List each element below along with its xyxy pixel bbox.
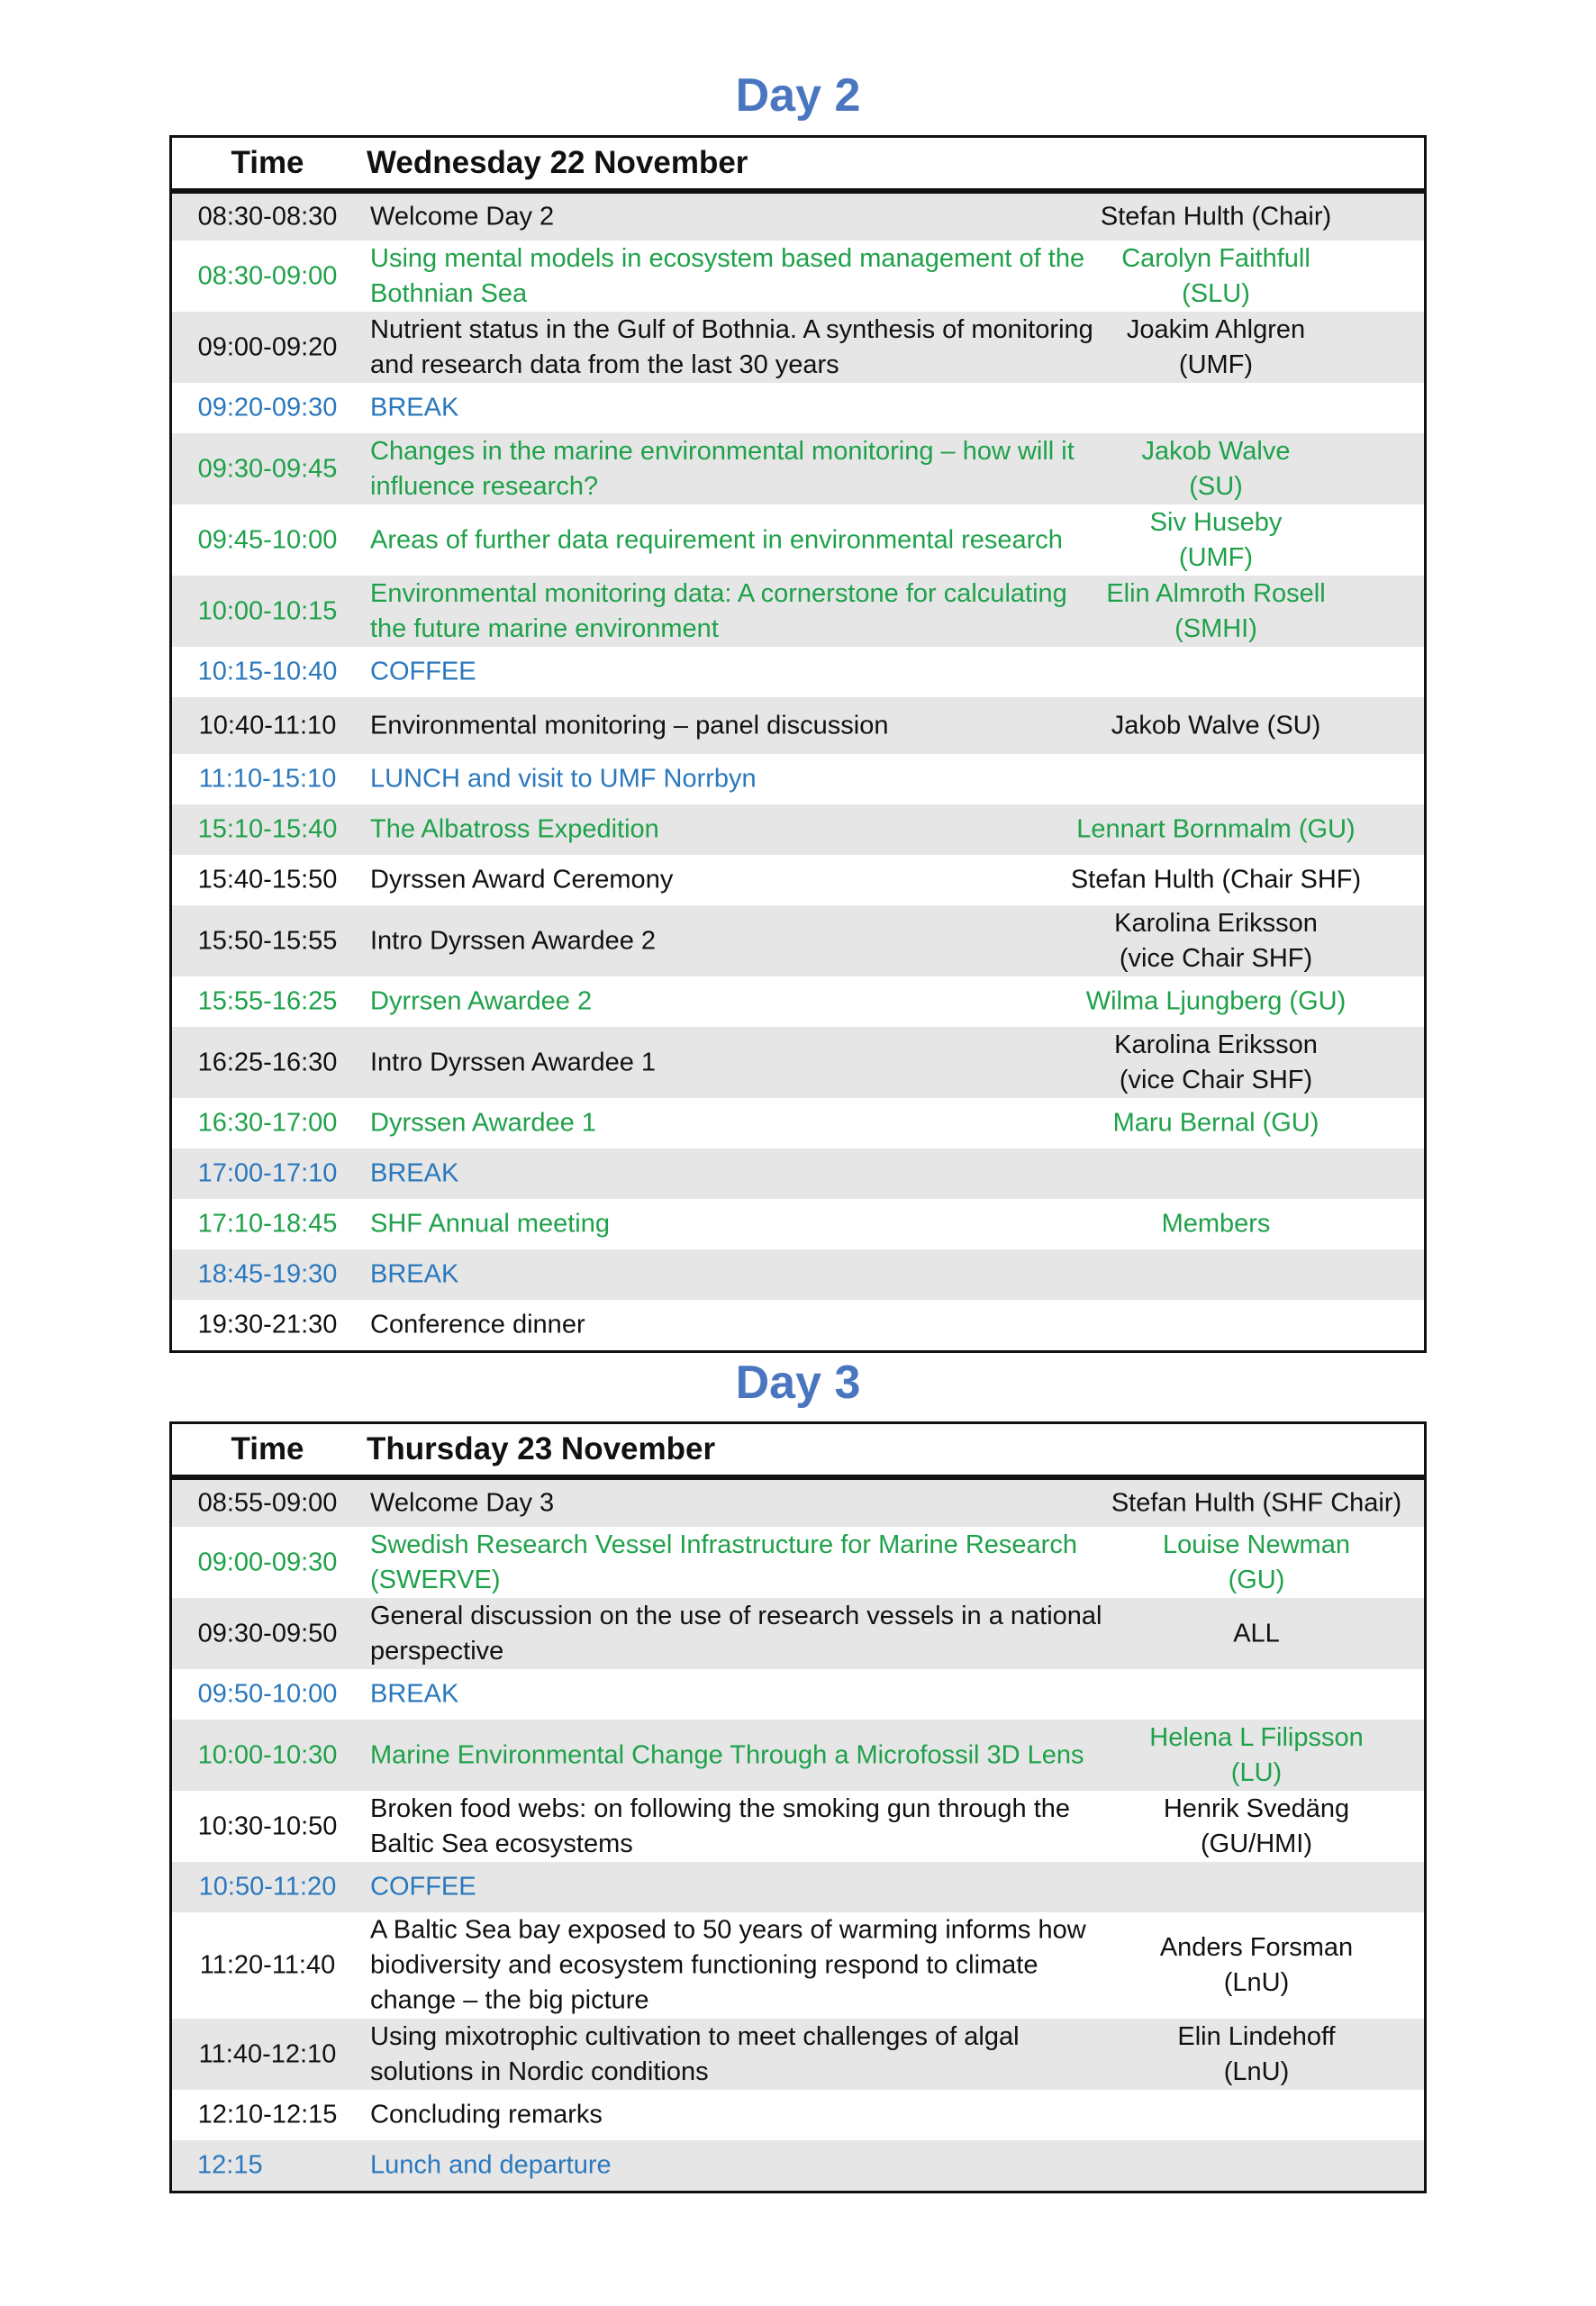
session-time: 12:15 bbox=[197, 2150, 263, 2180]
schedule-row bbox=[172, 1027, 1424, 1098]
schedule-row bbox=[172, 976, 1424, 1027]
session-title: Lunch and departure bbox=[370, 2150, 612, 2180]
session-title: Dyrssen Award Ceremony bbox=[370, 865, 674, 894]
session-time: 18:45-19:30 bbox=[197, 1259, 338, 1289]
session-title: COFFEE bbox=[370, 1872, 476, 1902]
day-column-header: Wednesday 22 November bbox=[367, 145, 748, 180]
session-speaker: Henrik Svedäng (GU/HMI) bbox=[1163, 1793, 1350, 1858]
day-3-rows bbox=[172, 1480, 1424, 2191]
session-speaker: Lennart Bornmalm (GU) bbox=[1076, 814, 1356, 844]
session-time: 16:25-16:30 bbox=[197, 1048, 338, 1076]
session-title: General discussion on the use of research vessels in a national perspective bbox=[370, 1601, 1102, 1666]
session-title: Concluding remarks bbox=[370, 2100, 603, 2129]
session-time: 15:40-15:50 bbox=[197, 865, 338, 894]
session-title: Nutrient status in the Gulf of Bothnia. A synthesis of monitoring and research data from the last 30 years bbox=[370, 314, 1093, 379]
schedule-row bbox=[172, 504, 1424, 576]
session-title: Dyrssen Awardee 1 bbox=[370, 1108, 596, 1138]
day-2-schedule-table bbox=[169, 135, 1427, 1353]
session-speaker: ALL bbox=[1233, 1619, 1280, 1648]
schedule-row bbox=[172, 194, 1424, 241]
session-speaker: Helena L Filipsson (LU) bbox=[1149, 1722, 1364, 1787]
session-time: 09:20-09:30 bbox=[197, 393, 338, 422]
day-2-rows bbox=[172, 194, 1424, 1350]
session-time: 10:50-11:20 bbox=[198, 1872, 337, 1902]
schedule-row bbox=[172, 1669, 1424, 1720]
schedule-row bbox=[172, 433, 1424, 504]
schedule-row bbox=[172, 576, 1424, 647]
day-column-header: Thursday 23 November bbox=[367, 1431, 716, 1466]
schedule-row bbox=[172, 1912, 1424, 2019]
session-time: 11:10-15:10 bbox=[198, 764, 337, 794]
session-title: Areas of further data requirement in environmental research bbox=[370, 525, 1063, 554]
session-speaker: Louise Newman (GU) bbox=[1163, 1530, 1350, 1594]
schedule-row bbox=[172, 312, 1424, 383]
session-time: 17:00-17:10 bbox=[197, 1158, 338, 1188]
schedule-row bbox=[172, 1527, 1424, 1598]
session-title: Environmental monitoring – panel discussion bbox=[370, 711, 889, 740]
session-title: A Baltic Sea bay exposed to 50 years of warming informs how biodiversity and ecosystem functioning respond to climate change – the big picture bbox=[370, 1915, 1086, 2015]
session-time: 09:30-09:45 bbox=[197, 454, 338, 483]
session-time: 10:30-10:50 bbox=[197, 1811, 338, 1840]
time-column-header: Time bbox=[231, 145, 304, 180]
session-title: BREAK bbox=[370, 1259, 459, 1289]
session-title: Changes in the marine environmental monitoring – how will it influence research? bbox=[370, 436, 1075, 501]
session-time: 12:10-12:15 bbox=[197, 2100, 338, 2129]
session-speaker: Stefan Hulth (SHF Chair) bbox=[1111, 1488, 1402, 1518]
schedule-row bbox=[172, 1300, 1424, 1350]
schedule-row bbox=[172, 2019, 1424, 2090]
session-time: 17:10-18:45 bbox=[197, 1209, 338, 1239]
session-speaker: Stefan Hulth (Chair) bbox=[1100, 202, 1332, 232]
session-speaker: Karolina Eriksson (vice Chair SHF) bbox=[1114, 1030, 1318, 1094]
session-time: 09:50-10:00 bbox=[197, 1679, 338, 1709]
schedule-row bbox=[172, 1199, 1424, 1249]
session-title: Welcome Day 2 bbox=[370, 202, 555, 232]
session-speaker: Siv Huseby (UMF) bbox=[1149, 507, 1283, 572]
session-title: Marine Environmental Change Through a Microfossil 3D Lens bbox=[370, 1740, 1084, 1769]
session-title: Using mental models in ecosystem based management of the Bothnian Sea bbox=[370, 243, 1085, 308]
session-speaker: Elin Almroth Rosell (SMHI) bbox=[1106, 578, 1326, 643]
session-time: 11:20-11:40 bbox=[199, 1950, 336, 1980]
session-time: 16:30-17:00 bbox=[197, 1108, 338, 1138]
session-time: 19:30-21:30 bbox=[197, 1310, 338, 1339]
session-time: 09:00-09:20 bbox=[197, 332, 338, 361]
schedule-row bbox=[172, 754, 1424, 804]
session-title: BREAK bbox=[370, 1158, 459, 1188]
session-time: 09:30-09:50 bbox=[197, 1619, 338, 1648]
day-2-table-header bbox=[172, 138, 1424, 194]
schedule-row bbox=[172, 1862, 1424, 1912]
schedule-row bbox=[172, 647, 1424, 697]
schedule-row bbox=[172, 1598, 1424, 1669]
session-time: 10:00-10:15 bbox=[197, 596, 338, 625]
session-time: 10:40-11:10 bbox=[198, 711, 337, 740]
session-time: 10:15-10:40 bbox=[197, 657, 338, 686]
session-title: Welcome Day 3 bbox=[370, 1488, 555, 1518]
session-speaker: Carolyn Faithfull (SLU) bbox=[1121, 243, 1310, 308]
session-title: COFFEE bbox=[370, 657, 476, 686]
session-time: 09:45-10:00 bbox=[197, 525, 338, 554]
session-speaker: Wilma Ljungberg (GU) bbox=[1085, 986, 1347, 1016]
session-time: 08:30-09:00 bbox=[197, 261, 338, 290]
session-title: Intro Dyrssen Awardee 2 bbox=[370, 926, 657, 955]
session-speaker: Elin Lindehoff (LnU) bbox=[1177, 2021, 1336, 2086]
session-speaker: Joakim Ahlgren (UMF) bbox=[1126, 314, 1306, 379]
session-time: 09:00-09:30 bbox=[197, 1548, 338, 1576]
schedule-row bbox=[172, 855, 1424, 905]
session-speaker: Jakob Walve (SU) bbox=[1141, 436, 1291, 501]
schedule-row bbox=[172, 1249, 1424, 1300]
day-3-title: Day 3 bbox=[735, 1357, 861, 1409]
session-title: Using mixotrophic cultivation to meet challenges of algal solutions in Nordic conditions bbox=[370, 2021, 1020, 2086]
session-speaker: Stefan Hulth (Chair SHF) bbox=[1070, 865, 1362, 894]
session-time: 11:40-12:10 bbox=[198, 2039, 337, 2068]
session-title: Environmental monitoring data: A cornerstone for calculating the future marine environment bbox=[370, 578, 1067, 643]
session-time: 15:50-15:55 bbox=[197, 926, 338, 955]
session-title: LUNCH and visit to UMF Norrbyn bbox=[370, 764, 757, 794]
schedule-row bbox=[172, 1098, 1424, 1148]
schedule-row bbox=[172, 1480, 1424, 1527]
session-title: Swedish Research Vessel Infrastructure for Marine Research (SWERVE) bbox=[370, 1530, 1077, 1594]
session-speaker: Jakob Walve (SU) bbox=[1111, 711, 1321, 740]
session-time: 15:55-16:25 bbox=[197, 986, 338, 1016]
session-time: 10:00-10:30 bbox=[197, 1740, 338, 1769]
schedule-row bbox=[172, 241, 1424, 312]
session-title: Conference dinner bbox=[370, 1310, 585, 1339]
session-title: The Albatross Expedition bbox=[370, 814, 659, 844]
schedule-row bbox=[172, 697, 1424, 754]
day-3-schedule-table bbox=[169, 1421, 1427, 2193]
schedule-row bbox=[172, 804, 1424, 855]
session-time: 08:55-09:00 bbox=[197, 1488, 338, 1518]
schedule-row bbox=[172, 2090, 1424, 2140]
schedule-row bbox=[172, 1720, 1424, 1791]
schedule-row bbox=[172, 1791, 1424, 1862]
time-column-header: Time bbox=[231, 1431, 304, 1466]
session-speaker: Anders Forsman (LnU) bbox=[1159, 1933, 1354, 1997]
session-title: Broken food webs: on following the smoking gun through the Baltic Sea ecosystems bbox=[370, 1793, 1071, 1858]
schedule-row bbox=[172, 905, 1424, 976]
session-time: 15:10-15:40 bbox=[197, 814, 338, 844]
session-title: SHF Annual meeting bbox=[370, 1209, 610, 1239]
session-title: Dyrrsen Awardee 2 bbox=[370, 986, 593, 1016]
day-3-table-header bbox=[172, 1424, 1424, 1480]
schedule-row bbox=[172, 2140, 1424, 2191]
session-title: Intro Dyrssen Awardee 1 bbox=[370, 1048, 657, 1076]
day-2-title: Day 2 bbox=[735, 69, 861, 122]
session-speaker: Members bbox=[1161, 1209, 1271, 1239]
schedule-row bbox=[172, 1148, 1424, 1199]
session-speaker: Maru Bernal (GU) bbox=[1112, 1108, 1319, 1138]
session-title: BREAK bbox=[370, 393, 459, 422]
session-title: BREAK bbox=[370, 1679, 459, 1709]
schedule-row bbox=[172, 383, 1424, 433]
session-speaker: Karolina Eriksson (vice Chair SHF) bbox=[1114, 908, 1318, 973]
session-time: 08:30-08:30 bbox=[197, 202, 338, 232]
